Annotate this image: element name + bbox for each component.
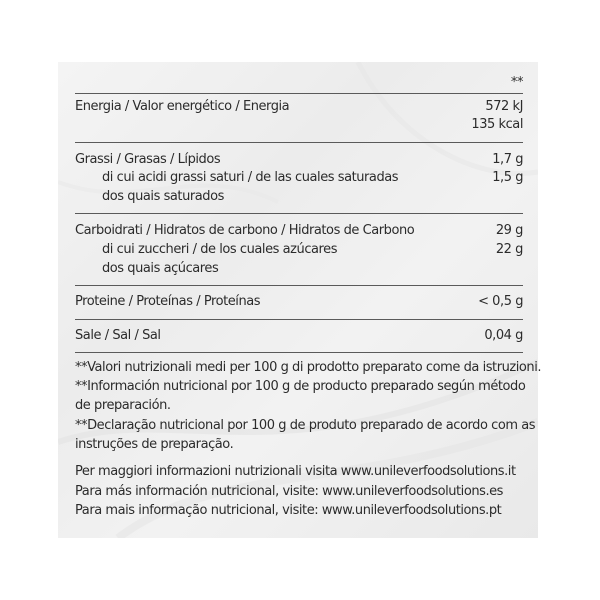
divider <box>75 142 523 143</box>
energy-kj-value: 572 kJ <box>485 99 523 114</box>
divider <box>75 213 523 214</box>
sugars-row-cont <box>75 260 523 278</box>
footnote-it: **Valori nutrizionali medi per 100 g di prodotto preparato come da istruzioni. <box>75 360 542 375</box>
sugars-row <box>75 241 523 259</box>
protein-value: < 0,5 g <box>478 294 523 309</box>
divider <box>75 352 523 353</box>
saturates-row-cont <box>75 188 523 206</box>
more-info-it: Per maggiori informazioni nutrizionali visita www.unileverfoodsolutions.it <box>75 464 516 479</box>
carbs-value: 29 g <box>495 223 523 238</box>
footnote-es: **Información nutricional por 100 g de producto preparado según método <box>75 379 526 394</box>
salt-label: Sale / Sal / Sal <box>75 328 161 343</box>
more-info-es: Para más información nutricional, visite: www.unileverfoodsolutions.es <box>75 484 504 499</box>
saturates-label: di cui acidi grassi saturi / de las cuales saturadas <box>102 170 399 185</box>
protein-label: Proteine / Proteínas / Proteínas <box>75 294 261 309</box>
header-row <box>75 74 523 92</box>
energy-row <box>75 98 523 116</box>
saturates-label-cont: dos quais saturados <box>102 189 224 204</box>
footnote-pt: **Declaração nutricional por 100 g de produto preparado de acordo com as <box>75 418 536 433</box>
protein-row <box>75 293 523 311</box>
more-info-pt: Para mais informação nutricional, visite: www.unileverfoodsolutions.pt <box>75 503 502 518</box>
divider <box>75 285 523 286</box>
divider <box>75 93 523 94</box>
sugars-label: di cui zuccheri / de los cuales azúcares <box>102 242 338 257</box>
fat-label: Grassi / Grasas / Lípidos <box>75 152 221 167</box>
sugars-value: 22 g <box>495 242 523 257</box>
nutrition-label-panel <box>58 62 542 538</box>
divider <box>75 319 523 320</box>
saturates-value: 1,5 g <box>492 170 523 185</box>
saturates-row <box>75 169 523 187</box>
salt-row <box>75 327 523 345</box>
energy-kcal-row <box>75 116 523 134</box>
carbs-row <box>75 222 523 240</box>
footnote-pt-cont: instruções de preparação. <box>75 437 234 452</box>
energy-kcal-value: 135 kcal <box>471 117 523 132</box>
per-100g-marker: ** <box>510 75 523 90</box>
fat-row <box>75 151 523 169</box>
salt-value: 0,04 g <box>484 328 523 343</box>
sugars-label-cont: dos quais açúcares <box>102 261 219 276</box>
fat-value: 1,7 g <box>492 152 523 167</box>
carbs-label: Carboidrati / Hidratos de carbono / Hidratos de Carbono <box>75 223 415 238</box>
energy-label: Energia / Valor energético / Energia <box>75 99 290 114</box>
footnote-es-cont: de preparación. <box>75 398 171 413</box>
